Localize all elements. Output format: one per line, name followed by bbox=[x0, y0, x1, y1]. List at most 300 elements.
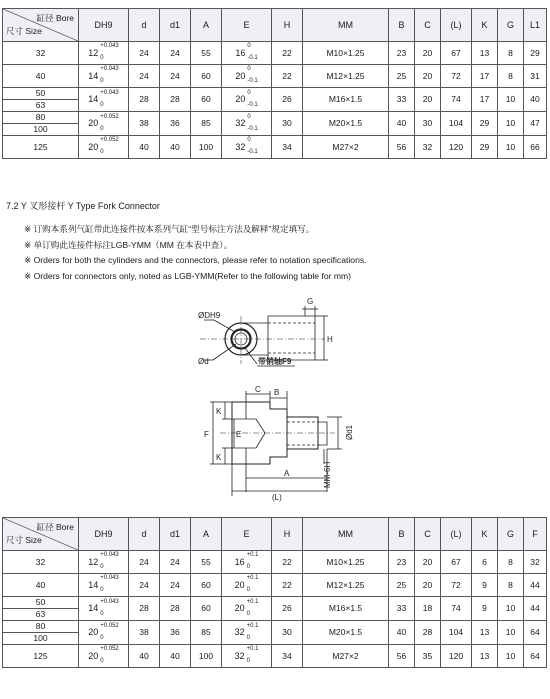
cell-last: 40 bbox=[524, 88, 547, 112]
cell-d: 24 bbox=[129, 42, 160, 65]
nominal-value: 32 bbox=[234, 651, 245, 661]
nominal-value: 14 bbox=[88, 94, 99, 104]
table-row bbox=[3, 551, 547, 574]
col-header: d bbox=[129, 9, 160, 42]
cell-last: 31 bbox=[524, 65, 547, 88]
tolerance-cell bbox=[222, 645, 272, 668]
corner-header bbox=[3, 518, 79, 551]
cell-d1: 36 bbox=[160, 621, 191, 645]
table-row bbox=[3, 112, 547, 124]
tolerance-value bbox=[235, 576, 259, 594]
cell-G: 10 bbox=[498, 112, 524, 136]
lower-deviation: 0 bbox=[246, 587, 250, 593]
corner-header bbox=[3, 9, 79, 42]
cell-B: 56 bbox=[389, 136, 415, 159]
cell-last: 66 bbox=[524, 136, 547, 159]
tolerance-value bbox=[235, 67, 257, 85]
upper-deviation: 0 bbox=[247, 137, 251, 143]
cell-C: 20 bbox=[415, 574, 441, 597]
cell-d: 28 bbox=[129, 597, 160, 621]
tolerance-stack bbox=[100, 65, 119, 85]
tolerance-cell bbox=[222, 88, 272, 112]
nominal-value: 12 bbox=[88, 48, 99, 58]
nominal-value: 20 bbox=[235, 71, 246, 81]
cell-H: 30 bbox=[272, 621, 303, 645]
order-note: ※ Orders for both the cylinders and the connectors, please refer to notation specifications. bbox=[24, 255, 367, 265]
tolerance-stack bbox=[247, 622, 259, 642]
tolerance-value bbox=[235, 91, 257, 109]
cell-MM: M12×1.25 bbox=[303, 65, 389, 88]
order-note: ※ 单订购此连接件标注LGB-YMM（MM 在本表中查）。 bbox=[24, 240, 233, 250]
upper-deviation: +0.1 bbox=[246, 598, 259, 605]
cell-last: 32 bbox=[524, 551, 547, 574]
cell-K: 13 bbox=[472, 42, 498, 65]
label-L: (L) bbox=[272, 493, 282, 502]
cell-A: 60 bbox=[191, 88, 222, 112]
col-header: d1 bbox=[160, 9, 191, 42]
cell-d1: 40 bbox=[160, 645, 191, 668]
table-header-row bbox=[3, 9, 547, 42]
bore-size-cell: 100 bbox=[3, 124, 79, 136]
cell-d: 38 bbox=[129, 112, 160, 136]
cell-MM: M20×1.5 bbox=[303, 112, 389, 136]
tolerance-value bbox=[88, 647, 119, 665]
tolerance-stack bbox=[100, 89, 119, 109]
cell-G: 10 bbox=[498, 88, 524, 112]
upper-deviation: +0.1 bbox=[246, 575, 259, 581]
table-row bbox=[3, 621, 547, 633]
tolerance-stack bbox=[100, 136, 119, 156]
nominal-value: 14 bbox=[88, 603, 99, 613]
cell-A: 55 bbox=[191, 42, 222, 65]
bore-size-cell: 125 bbox=[3, 645, 79, 668]
col-header: (L) bbox=[441, 518, 472, 551]
cell-H: 22 bbox=[272, 574, 303, 597]
tolerance-value bbox=[88, 44, 119, 62]
col-header: H bbox=[272, 518, 303, 551]
cell-MM: M27×2 bbox=[303, 136, 389, 159]
lower-deviation: -0.1 bbox=[247, 149, 258, 155]
lower-deviation: 0 bbox=[100, 125, 104, 132]
cell-MM: M10×1.25 bbox=[303, 42, 389, 65]
tolerance-stack bbox=[100, 645, 119, 665]
tolerance-stack bbox=[247, 65, 257, 85]
tolerance-value bbox=[88, 600, 119, 618]
spec-table-1 bbox=[2, 8, 547, 159]
tolerance-cell bbox=[79, 597, 129, 621]
col-header: F bbox=[524, 518, 547, 551]
tolerance-cell bbox=[79, 551, 129, 574]
tolerance-value bbox=[235, 115, 257, 133]
cell-K: 13 bbox=[472, 645, 498, 668]
cell-G: 8 bbox=[498, 574, 524, 597]
cell-L: 104 bbox=[441, 112, 472, 136]
cell-B: 33 bbox=[389, 597, 415, 621]
tolerance-value bbox=[235, 647, 259, 665]
bore-size-cell: 40 bbox=[3, 65, 79, 88]
tolerance-stack bbox=[247, 113, 257, 133]
tolerance-value bbox=[235, 138, 257, 156]
cell-d: 24 bbox=[129, 65, 160, 88]
cell-d1: 36 bbox=[160, 112, 191, 136]
cell-C: 20 bbox=[415, 88, 441, 112]
lower-deviation: -0.1 bbox=[247, 55, 258, 61]
cell-L: 120 bbox=[441, 645, 472, 668]
col-header: DH9 bbox=[79, 518, 129, 551]
nominal-value: 14 bbox=[88, 71, 99, 81]
tolerance-stack bbox=[100, 598, 119, 618]
lower-deviation: 0 bbox=[100, 564, 104, 570]
bore-size-cell: 32 bbox=[3, 42, 79, 65]
cell-d1: 28 bbox=[160, 597, 191, 621]
cell-C: 32 bbox=[415, 136, 441, 159]
cell-H: 26 bbox=[272, 88, 303, 112]
cell-A: 100 bbox=[191, 136, 222, 159]
cell-C: 30 bbox=[415, 112, 441, 136]
cell-L: 67 bbox=[441, 42, 472, 65]
cell-K: 9 bbox=[472, 597, 498, 621]
tolerance-value bbox=[235, 600, 259, 618]
bore-size-cell: 40 bbox=[3, 574, 79, 597]
lower-deviation: 0 bbox=[100, 55, 104, 61]
cell-L: 72 bbox=[441, 65, 472, 88]
nominal-value: 32 bbox=[235, 118, 246, 128]
cell-C: 28 bbox=[415, 621, 441, 645]
cell-K: 17 bbox=[472, 88, 498, 112]
cell-H: 22 bbox=[272, 42, 303, 65]
tolerance-cell bbox=[222, 621, 272, 645]
cell-G: 10 bbox=[498, 136, 524, 159]
label-H: H bbox=[327, 335, 333, 344]
cell-H: 34 bbox=[272, 645, 303, 668]
tolerance-cell bbox=[79, 645, 129, 668]
bore-size-cell: 32 bbox=[3, 551, 79, 574]
lower-deviation: -0.1 bbox=[247, 78, 258, 84]
tolerance-stack bbox=[100, 622, 119, 642]
upper-deviation: +0.052 bbox=[100, 622, 119, 629]
table-row bbox=[3, 574, 547, 597]
cell-MM: M10×1.25 bbox=[303, 551, 389, 574]
tolerance-stack bbox=[100, 574, 119, 594]
col-header: A bbox=[191, 9, 222, 42]
cell-A: 55 bbox=[191, 551, 222, 574]
label-K-bottom: K bbox=[216, 453, 222, 462]
cell-B: 25 bbox=[389, 574, 415, 597]
cell-G: 8 bbox=[498, 551, 524, 574]
upper-deviation: +0.1 bbox=[246, 646, 259, 652]
tolerance-stack bbox=[247, 574, 259, 594]
cell-B: 40 bbox=[389, 621, 415, 645]
upper-deviation: +0.052 bbox=[100, 137, 119, 143]
col-header: G bbox=[498, 9, 524, 42]
tolerance-cell bbox=[79, 574, 129, 597]
upper-deviation: +0.043 bbox=[100, 66, 119, 72]
nominal-value: 20 bbox=[235, 94, 246, 104]
fork-connector-drawing bbox=[150, 292, 410, 508]
tolerance-cell bbox=[222, 551, 272, 574]
col-header: K bbox=[472, 9, 498, 42]
cell-B: 23 bbox=[389, 551, 415, 574]
table-row bbox=[3, 42, 547, 65]
lower-deviation: 0 bbox=[100, 101, 104, 108]
upper-deviation: 0 bbox=[247, 66, 251, 72]
cell-d1: 24 bbox=[160, 574, 191, 597]
table-row bbox=[3, 65, 547, 88]
cell-G: 10 bbox=[498, 645, 524, 668]
lower-deviation: 0 bbox=[100, 149, 104, 155]
cell-C: 18 bbox=[415, 597, 441, 621]
table-header-row bbox=[3, 518, 547, 551]
tolerance-stack bbox=[247, 42, 257, 62]
cell-H: 30 bbox=[272, 112, 303, 136]
tolerance-value bbox=[88, 576, 119, 594]
lower-deviation: 0 bbox=[100, 78, 104, 84]
upper-deviation: 0 bbox=[247, 43, 251, 49]
cell-C: 20 bbox=[415, 551, 441, 574]
cell-B: 40 bbox=[389, 112, 415, 136]
cell-B: 23 bbox=[389, 42, 415, 65]
nominal-value: 20 bbox=[234, 580, 245, 590]
cell-H: 22 bbox=[272, 551, 303, 574]
cell-G: 10 bbox=[498, 621, 524, 645]
order-note: ※ Orders for connectors only, noted as LGB-YMM(Refer to the following table for mm) bbox=[24, 271, 352, 281]
cell-B: 25 bbox=[389, 65, 415, 88]
tolerance-cell bbox=[79, 136, 129, 159]
cell-d: 24 bbox=[129, 551, 160, 574]
cell-d1: 28 bbox=[160, 88, 191, 112]
upper-deviation: +0.052 bbox=[100, 646, 119, 652]
tolerance-cell bbox=[79, 112, 129, 136]
lower-deviation: -0.1 bbox=[247, 125, 258, 132]
nominal-value: 20 bbox=[88, 651, 99, 661]
cell-last: 64 bbox=[524, 645, 547, 668]
nominal-value: 20 bbox=[88, 118, 99, 128]
cell-L: 104 bbox=[441, 621, 472, 645]
cell-d1: 24 bbox=[160, 65, 191, 88]
tolerance-stack bbox=[100, 113, 119, 133]
cell-H: 34 bbox=[272, 136, 303, 159]
nominal-value: 32 bbox=[234, 627, 245, 637]
cell-B: 33 bbox=[389, 88, 415, 112]
label-pin: 带销轴F9 bbox=[258, 357, 292, 366]
corner-size-label: 尺寸 Size bbox=[6, 26, 42, 36]
table-row bbox=[3, 645, 547, 668]
upper-deviation: +0.1 bbox=[246, 552, 259, 558]
lower-deviation: 0 bbox=[100, 658, 104, 664]
cell-C: 20 bbox=[415, 65, 441, 88]
cell-A: 60 bbox=[191, 574, 222, 597]
tolerance-cell bbox=[222, 42, 272, 65]
cell-G: 8 bbox=[498, 42, 524, 65]
upper-deviation: +0.1 bbox=[246, 622, 259, 629]
cell-last: 64 bbox=[524, 621, 547, 645]
tolerance-stack bbox=[247, 645, 259, 665]
col-header: C bbox=[415, 518, 441, 551]
lower-deviation: -0.1 bbox=[247, 101, 258, 108]
table-row bbox=[3, 88, 547, 100]
cell-last: 47 bbox=[524, 112, 547, 136]
cell-A: 100 bbox=[191, 645, 222, 668]
tolerance-cell bbox=[222, 597, 272, 621]
tolerance-stack bbox=[100, 42, 119, 62]
col-header: DH9 bbox=[79, 9, 129, 42]
cell-K: 29 bbox=[472, 136, 498, 159]
cell-L: 120 bbox=[441, 136, 472, 159]
cell-G: 10 bbox=[498, 597, 524, 621]
cell-L: 72 bbox=[441, 574, 472, 597]
label-F: F bbox=[204, 430, 209, 439]
col-header: E bbox=[222, 518, 272, 551]
cell-d: 40 bbox=[129, 645, 160, 668]
lower-deviation: 0 bbox=[246, 658, 250, 664]
spec-table-2 bbox=[2, 517, 547, 668]
upper-deviation: +0.043 bbox=[100, 552, 119, 558]
cell-last: 44 bbox=[524, 597, 547, 621]
cell-d: 24 bbox=[129, 574, 160, 597]
cell-d: 38 bbox=[129, 621, 160, 645]
col-header: H bbox=[272, 9, 303, 42]
bore-size-cell: 80 bbox=[3, 112, 79, 124]
lower-deviation: 0 bbox=[246, 610, 250, 617]
cell-K: 6 bbox=[472, 551, 498, 574]
label-B: B bbox=[274, 388, 280, 397]
label-d1: Ød1 bbox=[345, 424, 354, 440]
cell-d1: 24 bbox=[160, 42, 191, 65]
col-header: d bbox=[129, 518, 160, 551]
upper-deviation: +0.043 bbox=[100, 89, 119, 96]
cell-d: 40 bbox=[129, 136, 160, 159]
cell-G: 8 bbox=[498, 65, 524, 88]
cell-A: 60 bbox=[191, 597, 222, 621]
nominal-value: 14 bbox=[88, 580, 99, 590]
tolerance-cell bbox=[222, 574, 272, 597]
tolerance-stack bbox=[247, 598, 259, 618]
upper-deviation: 0 bbox=[247, 89, 251, 96]
upper-deviation: +0.052 bbox=[100, 113, 119, 120]
tolerance-cell bbox=[222, 112, 272, 136]
cell-d1: 24 bbox=[160, 551, 191, 574]
label-A: A bbox=[284, 469, 290, 478]
tolerance-value bbox=[235, 624, 259, 642]
order-note: ※ 订购本系列气缸带此连接件按本系列气缸“型号标注方法及解释”规定填写。 bbox=[24, 224, 315, 234]
tolerance-value bbox=[88, 67, 119, 85]
lower-deviation: 0 bbox=[100, 634, 104, 641]
col-header: MM bbox=[303, 518, 389, 551]
corner-bore-label: 缸径 Bore bbox=[36, 522, 74, 532]
label-MM: MM-6H bbox=[323, 461, 332, 488]
table-row bbox=[3, 597, 547, 609]
tolerance-stack bbox=[100, 551, 119, 571]
tolerance-value bbox=[235, 44, 257, 62]
tolerance-cell bbox=[79, 42, 129, 65]
bore-size-cell: 125 bbox=[3, 136, 79, 159]
col-header: K bbox=[472, 518, 498, 551]
label-C: C bbox=[255, 385, 261, 394]
label-d: Ød bbox=[198, 357, 209, 366]
col-header: G bbox=[498, 518, 524, 551]
cell-A: 85 bbox=[191, 621, 222, 645]
cell-last: 44 bbox=[524, 574, 547, 597]
cell-MM: M12×1.25 bbox=[303, 574, 389, 597]
tolerance-value bbox=[88, 624, 119, 642]
col-header: MM bbox=[303, 9, 389, 42]
lower-deviation: 0 bbox=[100, 587, 104, 593]
label-K-top: K bbox=[216, 407, 222, 416]
col-header: C bbox=[415, 9, 441, 42]
nominal-value: 20 bbox=[88, 627, 99, 637]
upper-deviation: +0.043 bbox=[100, 43, 119, 49]
cell-MM: M20×1.5 bbox=[303, 621, 389, 645]
cell-K: 17 bbox=[472, 65, 498, 88]
cell-A: 60 bbox=[191, 65, 222, 88]
cell-MM: M16×1.5 bbox=[303, 597, 389, 621]
tolerance-cell bbox=[222, 65, 272, 88]
nominal-value: 16 bbox=[234, 557, 245, 567]
tolerance-value bbox=[88, 138, 119, 156]
table-row bbox=[3, 136, 547, 159]
col-header: L1 bbox=[524, 9, 547, 42]
cell-MM: M27×2 bbox=[303, 645, 389, 668]
col-header: d1 bbox=[160, 518, 191, 551]
cell-B: 56 bbox=[389, 645, 415, 668]
cell-C: 20 bbox=[415, 42, 441, 65]
label-G: G bbox=[307, 297, 314, 306]
tolerance-cell bbox=[79, 65, 129, 88]
bore-size-cell: 63 bbox=[3, 100, 79, 112]
upper-deviation: +0.043 bbox=[100, 598, 119, 605]
nominal-value: 16 bbox=[235, 48, 246, 58]
bore-size-cell: 50 bbox=[3, 597, 79, 609]
section-title: 7.2 Y 叉形接杆 Y Type Fork Connector bbox=[6, 201, 160, 211]
bore-size-cell: 63 bbox=[3, 609, 79, 621]
col-header: B bbox=[389, 9, 415, 42]
cell-last: 29 bbox=[524, 42, 547, 65]
cell-A: 85 bbox=[191, 112, 222, 136]
tolerance-cell bbox=[79, 88, 129, 112]
lower-deviation: 0 bbox=[246, 564, 250, 570]
nominal-value: 20 bbox=[234, 603, 245, 613]
corner-bore-label: 缸径 Bore bbox=[36, 13, 74, 23]
nominal-value: 12 bbox=[88, 557, 99, 567]
cell-d: 28 bbox=[129, 88, 160, 112]
lower-deviation: 0 bbox=[246, 634, 250, 641]
bore-size-cell: 100 bbox=[3, 633, 79, 645]
tolerance-stack bbox=[247, 89, 257, 109]
cell-L: 67 bbox=[441, 551, 472, 574]
tolerance-stack bbox=[247, 551, 259, 571]
label-E: E bbox=[236, 430, 242, 439]
label-dh9: ØDH9 bbox=[198, 311, 221, 320]
tolerance-value bbox=[235, 553, 259, 571]
upper-deviation: +0.043 bbox=[100, 575, 119, 581]
bore-size-cell: 80 bbox=[3, 621, 79, 633]
cell-H: 22 bbox=[272, 65, 303, 88]
corner-size-label: 尺寸 Size bbox=[6, 535, 42, 545]
nominal-value: 32 bbox=[235, 142, 246, 152]
cell-K: 9 bbox=[472, 574, 498, 597]
tolerance-cell bbox=[222, 136, 272, 159]
col-header: B bbox=[389, 518, 415, 551]
tolerance-stack bbox=[247, 136, 257, 156]
tolerance-value bbox=[88, 91, 119, 109]
cell-K: 13 bbox=[472, 621, 498, 645]
bore-size-cell: 50 bbox=[3, 88, 79, 100]
nominal-value: 20 bbox=[88, 142, 99, 152]
cell-K: 29 bbox=[472, 112, 498, 136]
tolerance-cell bbox=[79, 621, 129, 645]
cell-d1: 40 bbox=[160, 136, 191, 159]
cell-L: 74 bbox=[441, 597, 472, 621]
